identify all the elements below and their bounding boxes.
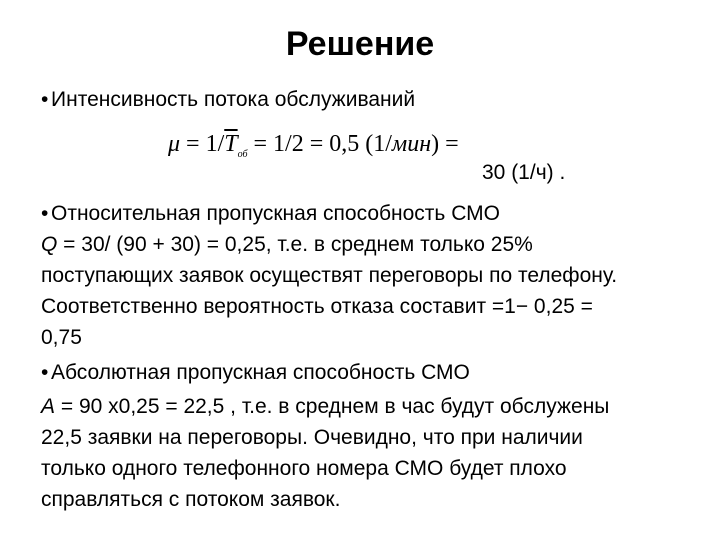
- formula-subscript: об: [237, 149, 248, 160]
- text-line: только одного телефонного номера СМО будет плохо: [41, 457, 567, 480]
- bullet-marker: •: [41, 202, 49, 225]
- variable-q: Q: [41, 233, 58, 256]
- text-line: 22,5 заявки на переговоры. Очевидно, что при наличии: [41, 426, 583, 449]
- q-equation: = 30/ (90 + 30) = 0,25, т.е. в среднем только 25%: [57, 233, 533, 256]
- formula-service-rate: [168, 128, 459, 171]
- formula-T: $\overline{T}$: [224, 131, 238, 157]
- formula-part3: ) =: [431, 131, 459, 157]
- text-line: поступающих заявок осуществят переговоры по телефону.: [41, 264, 618, 287]
- bullet-line-relative-capacity: [41, 200, 500, 228]
- text-line: справляться с потоком заявок.: [41, 488, 341, 511]
- formula-part2: = 1/2 = 0,5 (1/: [247, 131, 392, 157]
- text-line: Соответственно вероятность отказа составит =1− 0,25 =: [41, 295, 593, 318]
- formula-part1: = 1/: [180, 131, 225, 157]
- variable-a: A: [41, 395, 56, 418]
- a-equation: = 90 х0,25 = 22,5 , т.е. в среднем в час будут обслужены: [55, 395, 610, 418]
- formula-unit: мин: [391, 131, 432, 157]
- text-line-q: [41, 231, 533, 259]
- bullet-marker: •: [41, 88, 49, 111]
- formula-mu: μ: [168, 131, 181, 157]
- bullet-line-service-intensity: [41, 86, 415, 114]
- bullet-text: Относительная пропускная способность СМО: [51, 202, 500, 225]
- bullet-line-absolute-capacity: [41, 359, 470, 387]
- page-title: Решение: [285, 25, 435, 63]
- text-line: 0,75: [41, 326, 82, 349]
- bullet-marker: •: [41, 361, 49, 384]
- text-line-a: [41, 393, 609, 421]
- bullet-text: Интенсивность потока обслуживаний: [51, 88, 416, 111]
- bullet-text: Абсолютная пропускная способность СМО: [51, 361, 470, 384]
- formula-result: 30 (1/ч) .: [482, 161, 566, 184]
